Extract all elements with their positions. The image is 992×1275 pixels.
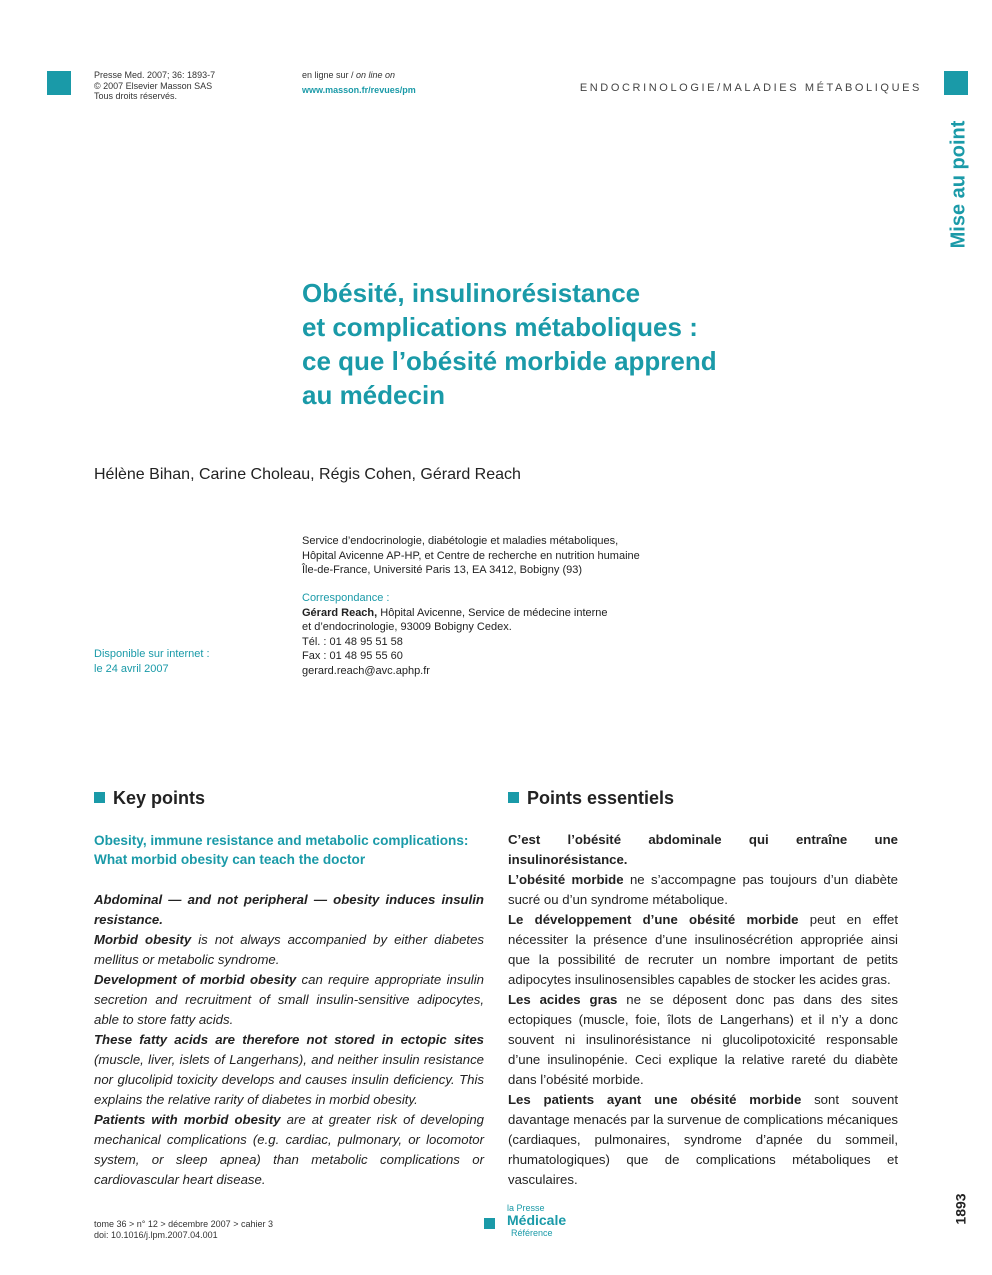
affiliation-line: Service d’endocrinologie, diabétologie et maladies métaboliques, (302, 535, 619, 547)
availability-label: Disponible sur internet : (94, 648, 210, 660)
key-points-column (94, 890, 484, 1190)
logo-line-1: la Presse (507, 1203, 545, 1213)
key-point (94, 970, 484, 1030)
key-points-heading (94, 788, 205, 809)
header-square-left (47, 71, 71, 95)
key-point-bold: Morbid obesity (94, 932, 192, 947)
logo-line-3: Référence (511, 1228, 553, 1238)
point-essentiel (508, 990, 898, 1090)
logo-text (507, 1203, 566, 1238)
point-essentiel (508, 910, 898, 990)
points-essentiels-heading-text: Points essentiels (527, 788, 675, 808)
key-point-text: is not always accompanied by either diabetes mellitus or metabolic syndrome. (94, 932, 485, 967)
journal-url[interactable]: www.masson.fr/revues/pm (302, 84, 416, 95)
affiliation-line: Hôpital Avicenne AP-HP, et Centre de recherche en nutrition humaine (302, 549, 640, 562)
online-label-en: on line on (356, 70, 396, 80)
section-label: ENDOCRINOLOGIE/MALADIES MÉTABOLIQUES (579, 82, 922, 94)
point-essentiel (508, 1090, 898, 1190)
point-essentiel-bold: Les patients ayant une obésité morbide (508, 1092, 802, 1107)
footer-issue: tome 36 > n° 12 > décembre 2007 > cahier 3 (94, 1219, 273, 1229)
key-point-bold: These fatty acids are therefore not stored in ectopic sites (94, 1032, 484, 1047)
points-essentiels-column (508, 830, 898, 1190)
key-point-text: (muscle, liver, islets of Langerhans), and neither insulin resistance nor glucolipid toxicity develops and causes insulin deficiency. This explains the relative rarity of diabetes in morbid obesity. (94, 1052, 484, 1107)
key-point-bold: Abdominal — and not peripheral — obesity induces insulin resistance. (94, 892, 484, 927)
logo-line-2: Médicale (507, 1212, 567, 1228)
english-title-line: Obesity, immune resistance and metabolic complications: (94, 833, 469, 848)
point-essentiel-bold: C’est l’obésité abdominale qui entraîne une insulinorésistance. (508, 832, 898, 867)
key-point (94, 1110, 484, 1190)
key-point-bold: Patients with morbid obesity (94, 1112, 281, 1127)
authors: Hélène Bihan, Carine Choleau, Régis Cohen, Gérard Reach (94, 466, 521, 483)
point-essentiel-bold: L’obésité morbide (508, 872, 624, 887)
page-number: 1893 (953, 1193, 969, 1225)
journal-ref: Presse Med. 2007; 36: 1893-7 (94, 70, 216, 80)
footer-doi[interactable]: doi: 10.1016/j.lpm.2007.04.001 (94, 1230, 218, 1240)
online-label-fr: en ligne sur / (302, 70, 357, 80)
online-info (302, 70, 416, 95)
correspondence-fax: Fax : 01 48 95 55 60 (302, 650, 403, 662)
key-point-text: can require appropriate insulin secretion and recruitment of small insulin-sensitive adipocytes, able to store fatty acids. (94, 972, 484, 1027)
title-line: au médecin (302, 380, 446, 410)
footer-citation (94, 1219, 273, 1241)
header-square-right (944, 71, 968, 95)
rights: Tous droits réservés. (94, 91, 178, 101)
copyright: © 2007 Elsevier Masson SAS (94, 80, 213, 91)
vertical-label-box (944, 118, 974, 250)
key-point-bold: Development of morbid obesity (94, 972, 297, 987)
point-essentiel-text: ne se déposent donc pas dans des sites ectopiques (muscle, foie, îlots de Langerhans) et il n’y a donc souvent ni insulinorésistance ni glucolipotoxicité responsable d’une insulinopénie. Ceci explique la relative rareté du diabète dans l’obésité morbide. (508, 992, 898, 1087)
title-line: ce que l’obésité morbide apprend (302, 346, 717, 376)
title-line: et complications métaboliques : (302, 312, 698, 342)
key-point-text: are at greater risk of developing mechanical complications (e.g. cardiac, pulmonary, or locomotor system, or sleep apnea) than metabolic complications or cardiovascular heart disease. (94, 1112, 484, 1187)
correspondence-tel: Tél. : 01 48 95 51 58 (302, 635, 403, 648)
journal-logo (484, 1203, 566, 1238)
correspondence-label: Correspondance : (302, 592, 390, 604)
affiliation-line: Île-de-France, Université Paris 13, EA 3412, Bobigny (93) (302, 564, 583, 576)
page-number-box (944, 1184, 978, 1234)
points-essentiels-heading (508, 788, 674, 809)
key-point (94, 890, 484, 930)
point-essentiel-text: ne s’accompagne pas toujours d’un diabète sucré ou d’un syndrome métabolique. (508, 872, 898, 907)
correspondence-address-1: Hôpital Avicenne, Service de médecine interne (377, 606, 608, 619)
english-title-line: What morbid obesity can teach the doctor (94, 852, 366, 867)
affiliation (302, 534, 722, 578)
title-line: Obésité, insulinorésistance (302, 278, 641, 308)
correspondence-address-2: et d’endocrinologie, 93009 Bobigny Cedex. (302, 621, 512, 633)
key-point (94, 930, 484, 970)
heading-square-icon (94, 792, 105, 803)
article-title (302, 276, 822, 412)
key-point (94, 1030, 484, 1110)
vertical-label: Mise au point (947, 120, 970, 248)
point-essentiel-bold: Le développement d’une obésité morbide (508, 912, 799, 927)
logo-square-icon (484, 1218, 495, 1229)
correspondence-email[interactable]: gerard.reach@avc.aphp.fr (302, 664, 430, 677)
correspondence (302, 591, 722, 678)
heading-square-icon (508, 792, 519, 803)
point-essentiel (508, 830, 898, 870)
journal-citation (94, 70, 215, 102)
key-points-heading-text: Key points (113, 788, 206, 808)
correspondence-name: Gérard Reach, (302, 606, 378, 619)
point-essentiel-text: peut en effet nécessiter la présence d’une insulinosécrétion appropriée ainsi que la possibilité de recruter un nombre important de petits adipocytes insulinosensibles capables de stocker les acides gras. (508, 912, 898, 987)
availability-date: le 24 avril 2007 (94, 662, 169, 675)
point-essentiel-text: sont souvent davantage menacés par la survenue de complications mécaniques (cardiaques, pulmonaires, syndrome d’apnée du sommeil, rhumatologiques) que de complications métaboliques et vasculaires. (508, 1092, 898, 1187)
english-title (94, 831, 494, 869)
availability (94, 647, 210, 676)
point-essentiel (508, 870, 898, 910)
point-essentiel-bold: Les acides gras (508, 992, 618, 1007)
